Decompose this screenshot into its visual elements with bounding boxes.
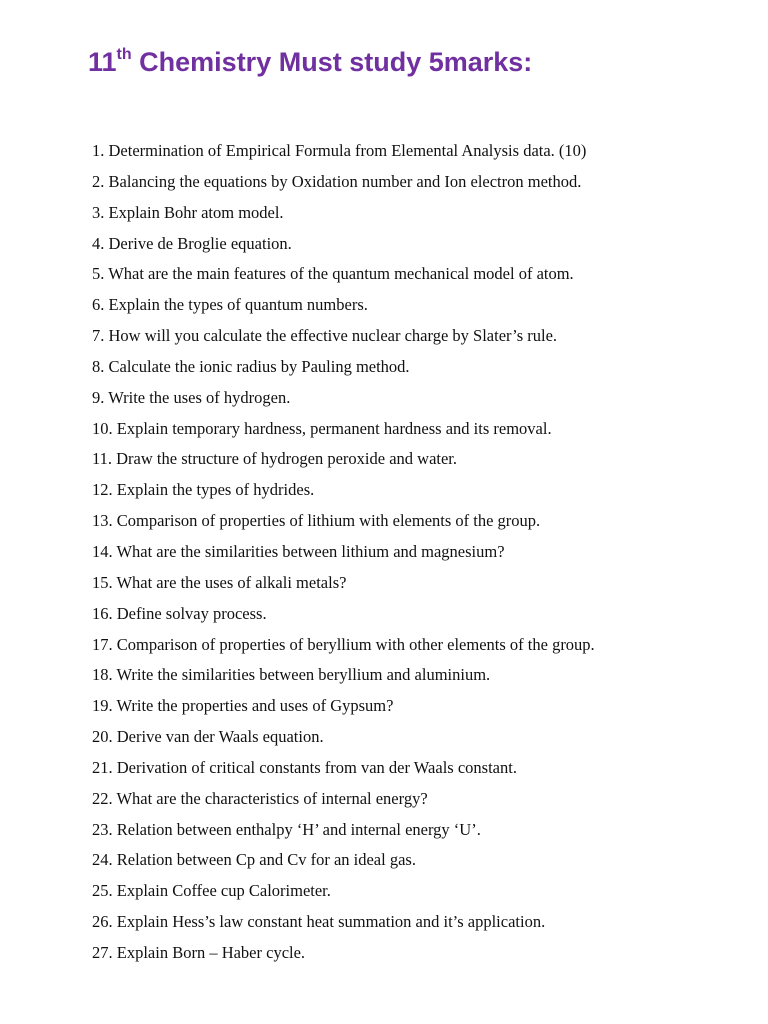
list-item: 12. Explain the types of hydrides. bbox=[92, 480, 315, 500]
title-superscript: th bbox=[116, 46, 132, 63]
list-item: 22. What are the characteristics of internal energy? bbox=[92, 788, 428, 808]
list-item: 19. Write the properties and uses of Gypsum? bbox=[92, 696, 394, 716]
list-item: 1. Determination of Empirical Formula from Elemental Analysis data. (10) bbox=[92, 141, 587, 160]
list-item: 10. Explain temporary hardness, permanent hardness and its removal. bbox=[92, 418, 552, 438]
list-item: 5. What are the main features of the quantum mechanical model of atom. bbox=[92, 264, 574, 284]
list-item: 16. Define solvay process. bbox=[92, 603, 267, 623]
list-item: 26. Explain Hess’s law constant heat summation and it’s application. bbox=[92, 912, 546, 932]
list-item: 15. What are the uses of alkali metals? bbox=[92, 572, 347, 592]
list-item: 9. Write the uses of hydrogen. bbox=[92, 387, 291, 407]
page-title bbox=[88, 44, 532, 80]
list-item: 6. Explain the types of quantum numbers. bbox=[92, 295, 368, 315]
list-item: 23. Relation between enthalpy ‘H’ and internal energy ‘U’. bbox=[92, 819, 481, 839]
list-item: 18. Write the similarities between beryllium and aluminium. bbox=[92, 665, 491, 685]
list-item: 27. Explain Born – Haber cycle. bbox=[92, 942, 306, 962]
question-list bbox=[92, 136, 595, 969]
title-grade-number: 11 bbox=[88, 47, 117, 77]
list-item: 8. Calculate the ionic radius by Pauling method. bbox=[92, 356, 410, 376]
list-item: 7. How will you calculate the effective nuclear charge by Slater’s rule. bbox=[92, 326, 558, 346]
list-item: 13. Comparison of properties of lithium with elements of the group. bbox=[92, 511, 541, 531]
list-item: 20. Derive van der Waals equation. bbox=[92, 727, 324, 747]
list-item: 2. Balancing the equations by Oxidation number and Ion electron method. bbox=[92, 171, 582, 191]
list-item: 25. Explain Coffee cup Calorimeter. bbox=[92, 881, 331, 901]
list-item: 11. Draw the structure of hydrogen peroxide and water. bbox=[92, 449, 458, 469]
list-item: 14. What are the similarities between lithium and magnesium? bbox=[92, 541, 505, 561]
list-item: 24. Relation between Cp and Cv for an ideal gas. bbox=[92, 850, 416, 870]
list-item: 4. Derive de Broglie equation. bbox=[92, 233, 292, 253]
list-item: 21. Derivation of critical constants from van der Waals constant. bbox=[92, 757, 517, 777]
list-item: 3. Explain Bohr atom model. bbox=[92, 202, 284, 222]
title-text: Chemistry Must study 5marks: bbox=[131, 47, 533, 77]
list-item: 17. Comparison of properties of beryllium with other elements of the group. bbox=[92, 634, 595, 654]
